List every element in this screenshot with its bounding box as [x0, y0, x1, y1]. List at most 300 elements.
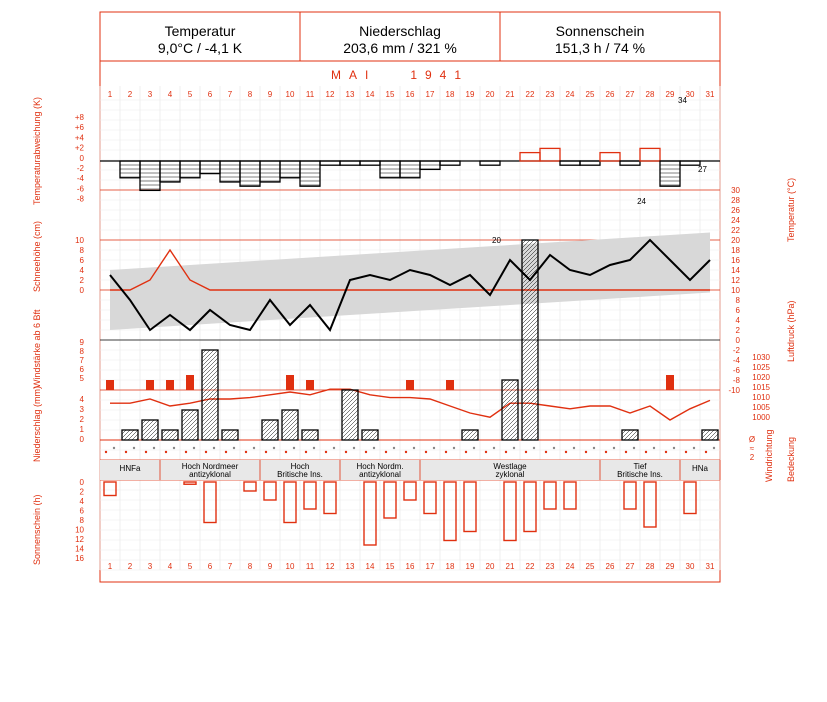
precip-hatch: [184, 426, 198, 440]
cloudwind-tick: 2: [749, 453, 755, 462]
cloud-dot: [153, 447, 155, 449]
temp-tick: 18: [731, 246, 740, 255]
snow-tick: 8: [79, 246, 84, 255]
sunshine-tick: 0: [79, 478, 84, 487]
wind-tick: 6: [79, 365, 84, 374]
precip-hatch: [468, 430, 478, 440]
day-label-top: 25: [585, 90, 595, 99]
temp-tick: -8: [732, 376, 740, 385]
sunshine-bar: [544, 482, 556, 509]
precip-hatch: [142, 424, 158, 440]
cloudwind-tick: ≈: [749, 444, 755, 453]
sunshine-tick: 4: [79, 497, 84, 506]
precip-hatch: [282, 410, 298, 426]
temp-tick: -2: [732, 346, 740, 355]
regime-label-sub: antizyklonal: [359, 470, 401, 479]
wind-dir-dot: [225, 451, 227, 453]
precip-hatch: [124, 430, 134, 440]
temperature-title: Temperatur: [164, 23, 236, 39]
cloud-dot: [653, 447, 655, 449]
temp-tick: 14: [731, 266, 740, 275]
day-label-bottom: 21: [505, 562, 515, 571]
cloud-dot: [333, 447, 335, 449]
precip-hatch: [522, 368, 538, 384]
day-label-top: 21: [505, 90, 515, 99]
wind-bar: [446, 380, 454, 390]
precip-hatch: [522, 340, 538, 356]
precip-hatch: [530, 432, 538, 440]
anomaly-bar: [380, 161, 400, 178]
precip-hatch: [202, 350, 218, 366]
cloud-dot: [373, 447, 375, 449]
day-label-bottom: 27: [625, 562, 635, 571]
precip-hatch: [522, 416, 538, 432]
anomaly-tick: -2: [76, 164, 84, 173]
wind-dir-dot: [145, 451, 147, 453]
wind-dir-dot: [265, 451, 267, 453]
anomaly-tick: 0: [79, 153, 84, 163]
precip-hatch: [362, 430, 370, 438]
day-label-bottom: 1: [107, 562, 113, 571]
precip-hatch: [304, 430, 314, 440]
sunshine-bar: [684, 482, 696, 514]
temp-tick: 30: [731, 186, 740, 195]
cloud-dot: [553, 447, 555, 449]
day-label-top: 18: [445, 90, 455, 99]
sunshine-bar: [304, 482, 316, 509]
day-label-top: 30: [685, 90, 695, 99]
precip-hatch: [708, 430, 718, 440]
cloud-dot: [533, 447, 535, 449]
wind-dir-dot: [325, 451, 327, 453]
precip-hatch: [502, 424, 518, 440]
wind-dir-dot: [485, 451, 487, 453]
cloud-dot: [113, 447, 115, 449]
precip-hatch: [128, 430, 138, 440]
temp-tick: 8: [735, 296, 740, 305]
day-label-top: 4: [167, 90, 173, 99]
precip-hatch: [368, 430, 378, 440]
wind-tick: 8: [79, 347, 84, 356]
anomaly-bar: [140, 161, 160, 190]
temp-tick: 24: [731, 216, 740, 225]
wind-dir-dot: [305, 451, 307, 453]
wind-dir-dot: [125, 451, 127, 453]
precip-tick: 4: [79, 395, 84, 404]
precip-hatch: [262, 420, 278, 436]
wind-dir-dot: [625, 451, 627, 453]
day-label-bottom: 3: [147, 562, 153, 571]
regime-label: Hoch Nordm.: [356, 462, 404, 471]
day-label-top: 9: [267, 90, 273, 99]
wind-dir-dot: [245, 451, 247, 453]
precip-hatch: [522, 308, 538, 324]
pressure-tick: 1030: [752, 353, 770, 362]
precip-hatch: [502, 420, 518, 436]
wind-dir-dot: [585, 451, 587, 453]
temp-tick: 22: [731, 226, 740, 235]
day-label-top: 31: [705, 90, 715, 99]
temp-tick: 26: [731, 206, 740, 215]
day-label-top: 26: [605, 90, 615, 99]
sunshine-tick: 8: [79, 516, 84, 525]
precip-hatch: [142, 420, 150, 428]
sunshine-title: Sonnenschein: [555, 23, 645, 39]
day-label-top: 19: [465, 90, 475, 99]
day-label-bottom: 10: [285, 562, 295, 571]
sunshine-ylabel: Sonnenschein (h): [32, 494, 42, 565]
precip-tick: 2: [79, 415, 84, 424]
precip-hatch: [204, 426, 218, 440]
sunshine-tick: 12: [75, 535, 84, 544]
cloud-dot: [193, 447, 195, 449]
day-label-bottom: 29: [665, 562, 675, 571]
wind-direction-label: Windrichtung: [764, 429, 774, 482]
precip-hatch: [162, 430, 170, 438]
sunshine-tick: 16: [75, 554, 84, 563]
wind-dir-dot: [645, 451, 647, 453]
regime-label: Hoch Nordmeer: [181, 462, 239, 471]
day-label-bottom: 6: [207, 562, 213, 571]
precip-hatch: [364, 430, 374, 440]
pressure-tick: 1000: [752, 413, 770, 422]
precip-hatch: [202, 406, 218, 422]
cloud-dot: [633, 447, 635, 449]
anomaly-bar: [680, 161, 700, 165]
sunshine-bar: [244, 482, 256, 491]
regime-label: HNa: [691, 464, 709, 473]
sunshine-bar: [204, 482, 216, 523]
cloud-dot: [673, 447, 675, 449]
precip-hatch: [522, 420, 538, 436]
precip-hatch: [164, 430, 174, 440]
day-label-top: 10: [285, 90, 295, 99]
day-label-top: 23: [545, 90, 555, 99]
wind-bar: [306, 380, 314, 390]
day-label-top: 12: [325, 90, 335, 99]
wind-dir-dot: [445, 451, 447, 453]
precip-hatch: [202, 414, 218, 430]
wind-dir-dot: [525, 451, 527, 453]
anomaly-bar: [160, 161, 180, 182]
snow-tick: 2: [79, 276, 84, 285]
regime-label-sub: Britische Ins.: [277, 470, 323, 479]
cloud-dot: [353, 447, 355, 449]
precip-hatch: [302, 430, 310, 438]
precip-hatch: [202, 378, 218, 394]
precip-hatch: [522, 316, 538, 332]
snow-label: 20: [492, 236, 501, 245]
temp-tick: 12: [731, 276, 740, 285]
precip-ylabel: Niederschlag (mm): [32, 385, 42, 462]
precip-hatch: [502, 380, 510, 388]
sunshine-bar: [184, 482, 196, 484]
wind-dir-dot: [165, 451, 167, 453]
day-label-bottom: 14: [365, 562, 375, 571]
precip-hatch: [202, 350, 210, 358]
day-label-bottom: 16: [405, 562, 415, 571]
precip-hatch: [182, 418, 198, 434]
precip-hatch: [342, 414, 358, 430]
wind-tick: 9: [79, 338, 84, 347]
day-label-bottom: 22: [525, 562, 535, 571]
day-label-bottom: 17: [425, 562, 435, 571]
cloud-dot: [213, 447, 215, 449]
precip-hatch: [202, 394, 218, 410]
precip-hatch: [262, 420, 270, 428]
precip-hatch: [522, 360, 538, 376]
precip-hatch: [270, 432, 278, 440]
pressure-tick: 1025: [752, 363, 770, 372]
snow-tick: 10: [75, 236, 84, 245]
anomaly-tick: +2: [74, 143, 84, 153]
precip-hatch: [522, 320, 538, 336]
precip-hatch: [208, 430, 218, 440]
precip-hatch: [510, 432, 518, 440]
precip-tick: 3: [79, 405, 84, 414]
regime-label-sub: Britische Ins.: [617, 470, 663, 479]
cloud-dot: [493, 447, 495, 449]
anomaly-tick: +4: [74, 133, 84, 143]
sunshine-bar: [624, 482, 636, 509]
wind-dir-dot: [365, 451, 367, 453]
pressure-tick: 1010: [752, 393, 770, 402]
precip-hatch: [348, 430, 358, 440]
precip-hatch: [344, 426, 358, 440]
wind-bar: [406, 380, 414, 390]
precip-hatch: [622, 430, 630, 438]
precip-hatch: [282, 414, 298, 430]
precip-hatch: [308, 430, 318, 440]
regime-label: Westlage: [493, 462, 527, 471]
cloud-dot: [573, 447, 575, 449]
temp-tick: -4: [732, 356, 740, 365]
wind-bar: [666, 375, 674, 390]
precip-hatch: [342, 390, 358, 406]
temperature-value: 9,0°C / -4,1 K: [157, 40, 243, 56]
anomaly-ylabel: Temperaturabweichung (K): [32, 96, 42, 205]
precip-hatch: [224, 430, 234, 440]
cloud-dot: [693, 447, 695, 449]
wind-bar: [286, 375, 294, 390]
wind-tick: 7: [79, 356, 84, 365]
wind-bar: [186, 375, 194, 390]
temp-tick: -6: [732, 366, 740, 375]
precip-hatch: [182, 410, 190, 418]
day-label-top: 29: [665, 90, 675, 99]
sunshine-value: 151,3 h / 74 %: [554, 40, 646, 56]
precip-tick: 1: [79, 425, 84, 434]
sunshine-bar: [364, 482, 376, 545]
sunshine-bar: [464, 482, 476, 532]
wind-dir-dot: [205, 451, 207, 453]
day-label-bottom: 25: [585, 562, 595, 571]
precip-hatch: [262, 424, 278, 440]
sunshine-tick: 2: [79, 487, 84, 497]
cloud-dot: [413, 447, 415, 449]
anomaly-tick: +8: [74, 113, 84, 122]
day-label-bottom: 28: [645, 562, 655, 571]
precip-hatch: [168, 430, 178, 440]
day-label-top: 17: [425, 90, 435, 99]
precip-hatch: [502, 380, 518, 396]
cloud-dot: [473, 447, 475, 449]
precip-hatch: [202, 358, 218, 374]
day-label-bottom: 20: [485, 562, 495, 571]
precip-hatch: [502, 416, 518, 432]
anomaly-tick: -4: [76, 174, 84, 184]
precip-hatch: [522, 400, 538, 416]
anomaly-tick: -8: [76, 194, 84, 204]
day-label-top: 28: [645, 90, 655, 99]
month-title: MAI 1941: [330, 68, 470, 82]
precip-hatch: [202, 370, 218, 386]
anomaly-bar: [620, 161, 640, 165]
temp-tick: 0: [735, 336, 740, 345]
precip-hatch: [182, 410, 198, 426]
precip-hatch: [228, 430, 238, 440]
day-label-bottom: 19: [465, 562, 475, 571]
precip-hatch: [702, 430, 710, 438]
precip-hatch: [142, 420, 158, 436]
sunshine-bar: [444, 482, 456, 541]
precip-hatch: [288, 430, 298, 440]
cloud-dot: [453, 447, 455, 449]
precip-hatch: [342, 390, 350, 398]
sunshine-bar: [504, 482, 516, 541]
day-label-top: 6: [207, 90, 213, 99]
day-label-bottom: 8: [247, 562, 253, 571]
wind-dir-dot: [665, 451, 667, 453]
wind-bar: [166, 380, 174, 390]
day-label-top: 14: [365, 90, 375, 99]
temp-tick: 6: [735, 306, 740, 315]
precip-hatch: [522, 408, 538, 424]
wind-bar: [106, 380, 114, 390]
anomaly-label: 27: [698, 165, 707, 174]
sunshine-tick: 14: [75, 544, 84, 554]
wind-dir-dot: [405, 451, 407, 453]
precip-hatch: [502, 396, 518, 412]
day-label-bottom: 18: [445, 562, 455, 571]
anomaly-tick: +6: [74, 123, 84, 133]
precip-hatch: [502, 384, 518, 400]
anomaly-bar: [360, 161, 380, 165]
snow-tick: 0: [79, 286, 84, 295]
precip-hatch: [628, 430, 638, 440]
wind-bar: [146, 380, 154, 390]
cloud-dot: [613, 447, 615, 449]
temp-tick: 28: [731, 196, 740, 205]
precip-hatch: [522, 380, 538, 396]
temp-tick: 10: [731, 286, 740, 295]
precip-hatch: [202, 366, 218, 382]
pressure-tick: 1005: [752, 403, 770, 412]
day-label-top: 3: [147, 90, 153, 99]
day-label-top: 15: [385, 90, 395, 99]
precip-hatch: [502, 408, 518, 424]
precip-hatch: [464, 430, 474, 440]
anomaly-bar: [200, 161, 220, 174]
axes: [32, 90, 796, 571]
precip-hatch: [222, 430, 230, 438]
cloud-dot: [433, 447, 435, 449]
day-label-bottom: 13: [345, 562, 355, 571]
temp-ylabel: Temperatur (°C): [786, 177, 796, 242]
anomaly-label: 34: [678, 96, 687, 105]
day-label-top: 1: [107, 90, 113, 99]
precip-hatch: [522, 344, 538, 360]
anomaly-bar: [580, 161, 600, 165]
pressure-tick: 1015: [752, 383, 770, 392]
day-label-bottom: 4: [167, 562, 173, 571]
precip-hatch: [522, 384, 538, 400]
plots: [100, 148, 720, 545]
wind-dir-dot: [185, 451, 187, 453]
regime-label-sub: zyklonal: [495, 470, 525, 479]
precip-hatch: [342, 406, 358, 422]
precip-hatch: [202, 410, 218, 426]
sunshine-bar: [524, 482, 536, 532]
cloud-dot: [133, 447, 135, 449]
temp-tick: -10: [728, 386, 740, 395]
precip-hatch: [202, 390, 218, 406]
precip-hatch: [704, 430, 714, 440]
day-label-top: 5: [187, 90, 193, 99]
anomaly-tick: -6: [76, 184, 84, 194]
day-label-top: 24: [565, 90, 575, 99]
anomaly-bar: [120, 161, 140, 178]
sunshine-tick: 10: [75, 525, 84, 535]
precip-hatch: [182, 414, 198, 430]
precip-tick: 0: [79, 435, 84, 444]
cloud-dot: [393, 447, 395, 449]
wind-dir-dot: [385, 451, 387, 453]
anomaly-bar: [480, 161, 500, 165]
sunshine-bar: [284, 482, 296, 523]
temp-tick: 2: [735, 326, 740, 335]
anomaly-bar: [340, 161, 360, 165]
regime-label-sub: antizyklonal: [189, 470, 231, 479]
sunshine-bar: [564, 482, 576, 509]
snow-tick: 6: [79, 256, 84, 265]
regime-label: Hoch: [290, 462, 310, 471]
wind-dir-dot: [105, 451, 107, 453]
day-label-top: 11: [305, 90, 315, 99]
wind-dir-dot: [425, 451, 427, 453]
day-label-top: 7: [227, 90, 233, 99]
anomaly-bar: [560, 161, 580, 165]
precip-hatch: [522, 348, 538, 364]
day-label-bottom: 11: [305, 562, 315, 571]
day-label-bottom: 5: [187, 562, 193, 571]
sunshine-bar: [104, 482, 116, 496]
pressure-ylabel: Luftdruck (hPa): [786, 300, 796, 362]
day-label-bottom: 2: [127, 562, 133, 571]
precip-hatch: [342, 410, 358, 426]
sunshine-bar: [404, 482, 416, 500]
wind-dir-dot: [685, 451, 687, 453]
day-label-bottom: 15: [385, 562, 395, 571]
precip-hatch: [522, 304, 538, 320]
precip-hatch: [282, 418, 298, 434]
cloud-dot: [253, 447, 255, 449]
precip-hatch: [150, 432, 158, 440]
precip-hatch: [502, 400, 518, 416]
pressure-tick: 1020: [752, 373, 770, 382]
day-label-bottom: 30: [685, 562, 695, 571]
anomaly-bar: [440, 161, 460, 165]
